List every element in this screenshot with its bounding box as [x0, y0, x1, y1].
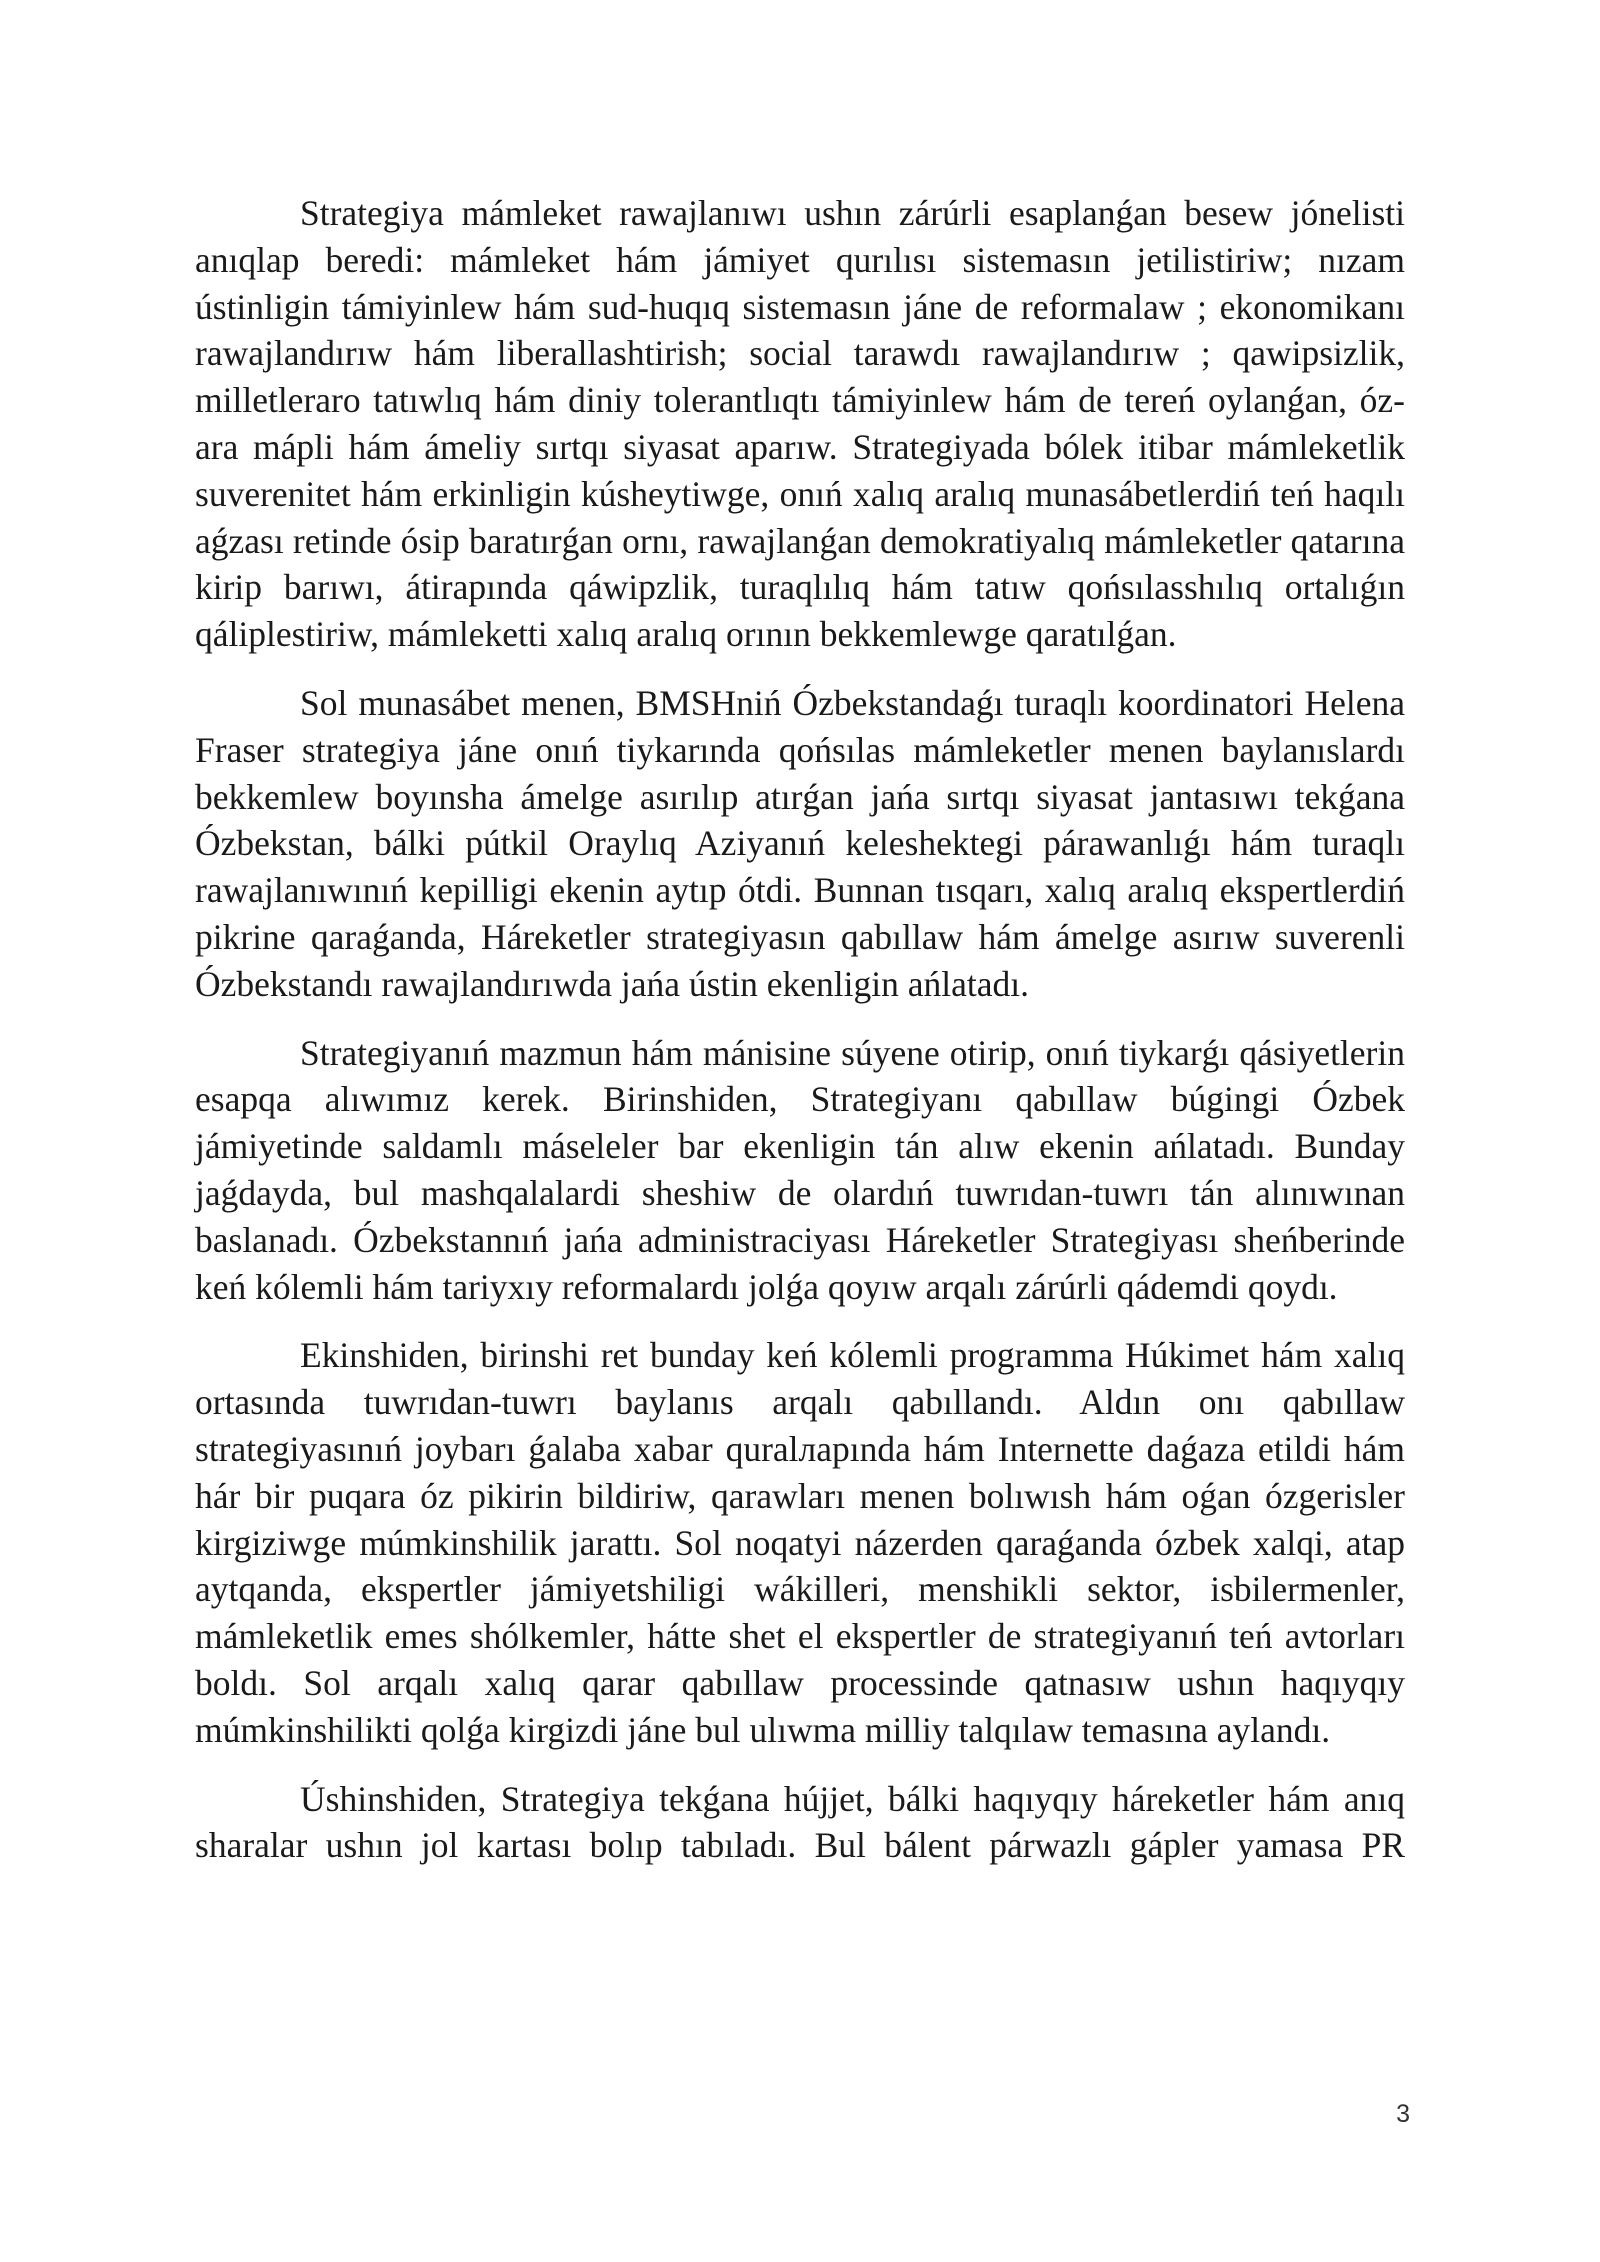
document-body [195, 190, 1405, 1869]
paragraph-1: Strategiya mámleket rawajlanıwı ushın zárúrli esaplanǵan besew jónelisti anıqlap beredi: mámleket hám jámiyet qurılısı sistemasın jetilistiriw; nızam ústinligin támiyinlew hám sud-huqıq sistemasın jáne de reformalaw ; ekonomikanı rawajlandırıw hám liberallashtirish; social tarawdı rawajlandırıw ; qawipsizlik, milletleraro tatıwlıq hám diniy tolerantlıqtı támiyinlew hám de tereń oylanǵan, óz-ara mápli hám ámeliy sırtqı siyasat aparıw. Strategiyada bólek itibar mámleketlik suverenitet hám erkinligin kúsheytiwge, onıń xalıq aralıq munasábetlerdiń teń haqılı aǵzası retinde ósip baratırǵan ornı, rawajlanǵan demokratiyalıq mámleketler qatarına kirip barıwı, átirapında qáwipzlik, turaqlılıq hám tatıw qońsılasshılıq ortalıǵın qáliplestiriw, mámleketti xalıq aralıq orının bekkemlewge qaratılǵan. [195, 193, 1405, 655]
paragraph-5: Úshinshiden, Strategiya tekǵana hújjet, bálki haqıyqıy háreketler hám anıq sharalar ushın jol kartası bolıp tabıladı. Bul bálent párwazlı gápler yamasa PR [195, 1778, 1405, 1866]
page-number: 3 [1396, 2100, 1410, 2128]
paragraph-4: Ekinshiden, birinshi ret bunday keń kólemli programma Húkimet hám xalıq ortasında tuwrıdan-tuwrı baylanıs arqalı qabıllandı. Aldın onı qabıllaw strategiyasınıń joybarı ǵalaba xabar quralларında hám Internette daǵaza etildi hám hár bir puqara óz pikirin bildiriw, qarawları menen bolıwısh hám oǵan ózgerisler kirgiziwge múmkinshilik jarattı. Sol noqatyi názerden qaraǵanda ózbek xalqi, atap aytqanda, ekspertler jámiyetshiligi wákilleri, menshikli sektor, isbilermenler, mámleketlik emes shólkemler, hátte shet el ekspertler de strategiyanıń teń avtorları boldı. Sol arqalı xalıq qarar qabıllaw processinde qatnasıw ushın haqıyqıy múmkinshilikti qolǵa kirgizdi jáne bul ulıwma milliy talqılaw temasına aylandı. [195, 1335, 1405, 1750]
paragraph-2: Sol munasábet menen, BMSHniń Ózbekstandaǵı turaqlı koordinatori Helena Fraser strategiya jáne onıń tiykarında qońsılas mámleketler menen baylanıslardı bekkemlew boyınsha ámelge asırılıp atırǵan jańa sırtqı siyasat jantasıwı tekǵana Ózbekstan, bálki pútkil Oraylıq Aziyanıń keleshektegi párawanlıǵı hám turaqlı rawajlanıwınıń kepilligi ekenin aytıp ótdi. Bunnan tısqarı, xalıq aralıq ekspertlerdiń pikrine qaraǵanda, Háreketler strategiyasın qabıllaw hám ámelge asırıw suverenli Ózbekstandı rawajlandırıwda jańa ústin ekenligin ańlatadı. [195, 682, 1405, 1004]
paragraph-3: Strategiyanıń mazmun hám mánisine súyene otirip, onıń tiykarǵı qásiyetlerin esapqa alıwımız kerek. Birinshiden, Strategiyanı qabıllaw búgingi Ózbek jámiyetinde saldamlı máseleler bar ekenligin tán alıw ekenin ańlatadı. Bunday jaǵdayda, bul mashqalalardi sheshiw de olardıń tuwrıdan-tuwrı tán alınıwınan baslanadı. Ózbekstannıń jańa administraciyası Háreketler Strategiyası sheńberinde keń kólemli hám tariyxıy reformalardı jolǵa qoyıw arqalı zárúrli qádemdi qoydı. [195, 1032, 1405, 1307]
